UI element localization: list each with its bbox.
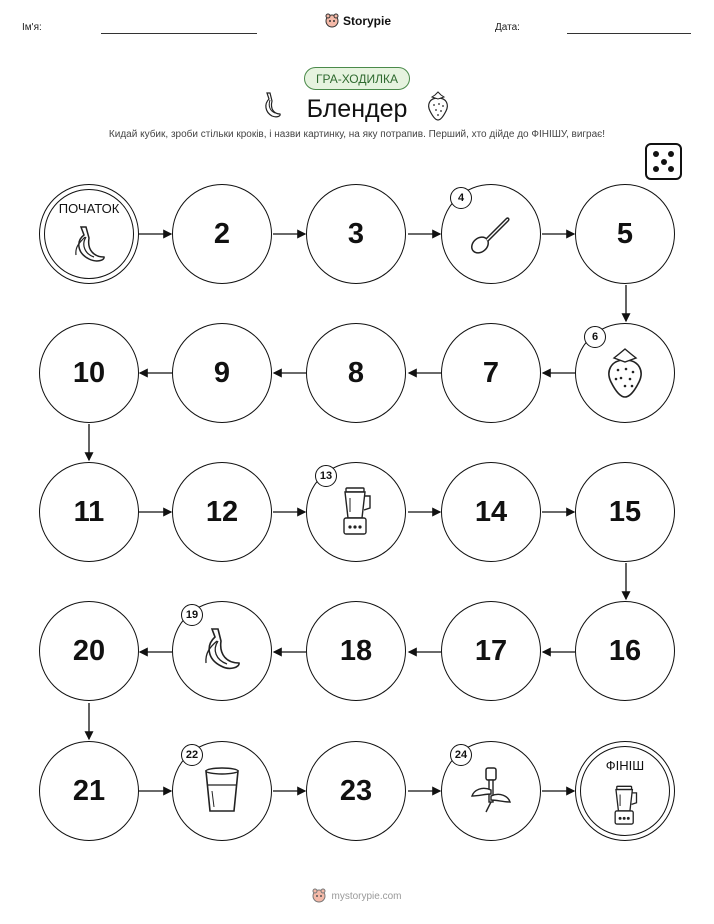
page-title: Блендер <box>306 95 408 123</box>
brand-name: Storypie <box>343 14 392 28</box>
cell-number: 16 <box>608 634 642 667</box>
cell-number-badge: 4 <box>450 187 472 209</box>
cell-number: 3 <box>347 217 365 250</box>
board-cell-10[interactable] <box>39 323 139 423</box>
footer-link[interactable]: mystorypie.com <box>331 890 402 902</box>
board-cell-22[interactable] <box>172 741 272 841</box>
blender-icon <box>608 783 642 829</box>
blender-icon <box>336 484 376 540</box>
cell-number: 7 <box>482 356 500 389</box>
cell-number: 9 <box>213 356 231 389</box>
cell-number-badge: 19 <box>181 604 203 626</box>
banana-icon <box>67 223 111 267</box>
board-cell-18[interactable] <box>306 601 406 701</box>
board-cell-11[interactable] <box>39 462 139 562</box>
board-cell-3[interactable] <box>306 184 406 284</box>
board-cell-20[interactable] <box>39 601 139 701</box>
board-cell-24[interactable] <box>441 741 541 841</box>
board-cell-5[interactable] <box>575 184 675 284</box>
cell-number: 12 <box>205 495 239 528</box>
name-label: Ім'я: <box>22 22 42 33</box>
cell-number: 15 <box>608 495 642 528</box>
blender-blade-icon <box>466 764 516 818</box>
cell-number-badge: 22 <box>181 744 203 766</box>
cell-number: 18 <box>339 634 373 667</box>
cell-number: 23 <box>339 774 373 807</box>
game-type-badge: ГРА-ХОДИЛКА <box>304 67 410 90</box>
cell-number: 2 <box>213 217 231 250</box>
cell-number: 14 <box>474 495 508 528</box>
board-cell-23[interactable] <box>306 741 406 841</box>
board-cell-19[interactable] <box>172 601 272 701</box>
board-cell-14[interactable] <box>441 462 541 562</box>
board-cell-2[interactable] <box>172 184 272 284</box>
board-cell-9[interactable] <box>172 323 272 423</box>
cell-number: 5 <box>616 217 634 250</box>
board-cell-21[interactable] <box>39 741 139 841</box>
board-cell-15[interactable] <box>575 462 675 562</box>
finish-label: ФІНІШ <box>605 758 645 773</box>
board-cell-8[interactable] <box>306 323 406 423</box>
cell-number-badge: 24 <box>450 744 472 766</box>
board-cell-13[interactable] <box>306 462 406 562</box>
board-cell-16[interactable] <box>575 601 675 701</box>
date-label: Дата: <box>495 22 520 33</box>
cell-number: 8 <box>347 356 365 389</box>
cell-number-badge: 6 <box>584 326 606 348</box>
cell-number-badge: 13 <box>315 465 337 487</box>
start-label: ПОЧАТОК <box>58 201 120 216</box>
storypie-mascot-icon <box>312 888 326 904</box>
board-cell-4[interactable] <box>441 184 541 284</box>
cell-number: 10 <box>72 356 106 389</box>
board-cell-7[interactable] <box>441 323 541 423</box>
board-cell-17[interactable] <box>441 601 541 701</box>
spoon-icon <box>466 209 516 259</box>
finish-cell[interactable] <box>575 741 675 841</box>
glass-icon <box>200 765 244 817</box>
board-cell-6[interactable] <box>575 323 675 423</box>
cell-number: 11 <box>73 495 105 528</box>
cell-number: 21 <box>72 774 106 807</box>
cell-number: 17 <box>474 634 508 667</box>
footer <box>0 888 714 904</box>
start-cell[interactable] <box>39 184 139 284</box>
instructions: Кидай кубик, зроби стільки кроків, і назви картинку, на яку потрапив. Перший, хто дійде до ФІНІШУ, виграє! <box>108 129 606 140</box>
board-cell-12[interactable] <box>172 462 272 562</box>
banana-icon <box>196 625 248 677</box>
strawberry-icon <box>602 346 648 400</box>
cell-number: 20 <box>72 634 106 667</box>
